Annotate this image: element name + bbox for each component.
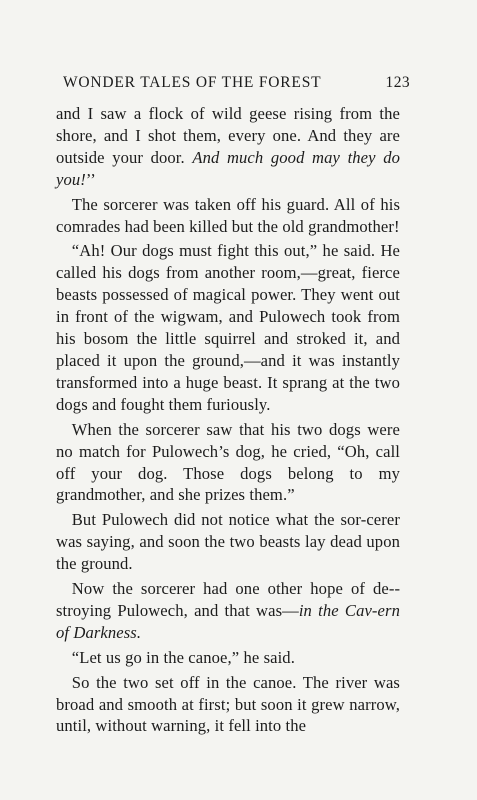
- body-text: [56, 103, 400, 737]
- paragraph-5: [56, 509, 400, 575]
- paragraph-2-text: The sorcerer was taken off his guard. All of his comrades had been killed but the old grandmother!: [56, 194, 400, 236]
- paragraph-6-text: Now the sorcerer had one other hope of de-stroying Pulowech, and that was—: [56, 579, 400, 620]
- running-title: WONDER TALES OF THE FOREST: [63, 74, 322, 91]
- paragraph-3: [56, 240, 400, 415]
- paragraph-6: [56, 578, 400, 644]
- paragraph-1-text: and I saw a flock of wild geese rising from the shore, and I shot them, every one. And they are outside your door.: [56, 104, 400, 167]
- paragraph-1-close-quote: ’’: [85, 169, 96, 189]
- paragraph-8-text: So the two set off in the canoe. The river was broad and smooth at first; but soon it grew narrow, until, without warning, it fell into the: [56, 672, 400, 736]
- paragraph-8: [56, 672, 400, 738]
- paragraph-1-italic: And much good may they do you!: [56, 147, 400, 189]
- paragraph-3-text: “Ah! Our dogs must fight this out,” he said. He called his dogs from another room,—great, fierce beasts possessed of magical power. They went out in front of the wigwam, and Pulowech took from his bosom the little squirrel and stroked it, and placed it upon the ground,—and it was instantly transformed into a huge beast. It sprang at the two dogs and fought them furiously.: [56, 241, 400, 414]
- paragraph-4: [56, 419, 400, 507]
- paragraph-1: [56, 103, 400, 191]
- paragraph-2: [56, 194, 400, 238]
- paragraph-4-text: When the sorcerer saw that his two dogs were no match for Pulowech’s dog, he cried, “Oh, call off your dog. Those dogs belong to my grandmother, and she prizes them.”: [56, 419, 400, 505]
- paragraph-7: [56, 647, 400, 669]
- paragraph-7-text: “Let us go in the canoe,” he said.: [71, 647, 295, 667]
- paragraph-6-italic: in the Cav-ern of Darkness.: [56, 600, 400, 642]
- running-head: [63, 74, 410, 92]
- page-number: 123: [385, 74, 410, 91]
- paragraph-5-text: But Pulowech did not notice what the sor-cerer was saying, and soon the two beasts lay dead upon the ground.: [56, 510, 400, 574]
